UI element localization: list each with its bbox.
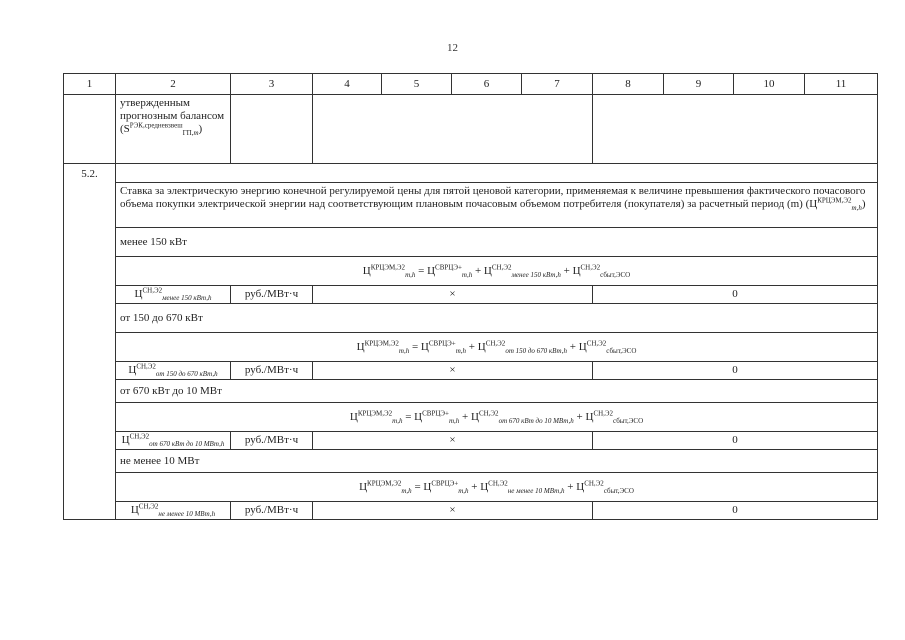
section-title: Ставка за электрическую энергию конечной регулируемой цены для пятой ценовой категории, применяемая к величине превышения фактического почасового объема покупки электрической энергии над соответствующим плановым почасовым объемом потребителя (покупателя) за расчетный период (m) $(Ц^{КРЦЭМ,Э2}_{m,h})$ — [116, 183, 878, 228]
column-number-row — [64, 74, 878, 95]
rate-symbol: $Ц^{СН,Э2}_{от 670 кВт до 10 МВт,h}$ — [116, 432, 231, 450]
balance-text: утвержденным прогнозным балансом — [120, 97, 225, 122]
unit-cell: руб./МВт·ч — [231, 286, 313, 304]
formula-row: $Ц^{КРЦЭМ,Э2}_{m,h} = Ц^{СВРЦЭ+}_{m,h} + Ц^{СН,Э2}_{менее 150 кВт,h} + Ц^{СН,Э2}_{сбыт,ЭСО}$ — [116, 257, 878, 286]
value-row — [64, 286, 878, 304]
col-header-11: 11 — [805, 74, 878, 95]
unit-cell: руб./МВт·ч — [231, 502, 313, 520]
col-header-1: 1 — [64, 74, 116, 95]
formula-row: $Ц^{КРЦЭМ,Э2}_{m,h} = Ц^{СВРЦЭ+}_{m,h} + Ц^{СН,Э2}_{от 670 кВт до 10 МВт,h} + Ц^{СН,Э2}_{сбыт,ЭСО}$ — [116, 403, 878, 432]
tariff-table — [63, 73, 878, 520]
formula-row: $Ц^{КРЦЭМ,Э2}_{m,h} = Ц^{СВРЦЭ+}_{m,h} + Ц^{СН,Э2}_{не менее 10 МВт,h} + Ц^{СН,Э2}_{сбыт,ЭСО}$ — [116, 473, 878, 502]
col-header-7: 7 — [522, 74, 593, 95]
group-label: менее 150 кВт — [116, 228, 878, 257]
rate-symbol: $Ц^{СН,Э2}_{менее 150 кВт,h}$ — [116, 286, 231, 304]
page-number: 12 — [447, 42, 458, 54]
unit-cell: руб./МВт·ч — [231, 432, 313, 450]
col-header-3: 3 — [231, 74, 313, 95]
col-header-10: 10 — [734, 74, 805, 95]
zero-cell: 0 — [593, 432, 878, 450]
col-header-8: 8 — [593, 74, 664, 95]
section-title-row — [64, 183, 878, 228]
cross-cell: × — [313, 362, 593, 380]
col-header-6: 6 — [452, 74, 522, 95]
balance-cell — [116, 95, 231, 164]
col-header-9: 9 — [664, 74, 734, 95]
rate-symbol: $Ц^{СН,Э2}_{не менее 10 МВт,h}$ — [116, 502, 231, 520]
value-row — [64, 362, 878, 380]
rate-symbol: $Ц^{СН,Э2}_{от 150 до 670 кВт,h}$ — [116, 362, 231, 380]
group-label: от 670 кВт до 10 МВт — [116, 380, 878, 403]
cross-cell: × — [313, 502, 593, 520]
value-row — [64, 502, 878, 520]
col-header-2: 2 — [116, 74, 231, 95]
cross-cell: × — [313, 432, 593, 450]
group-label: не менее 10 МВт — [116, 450, 878, 473]
unit-cell: руб./МВт·ч — [231, 362, 313, 380]
value-row — [64, 432, 878, 450]
formula-row: $Ц^{КРЦЭМ,Э2}_{m,h} = Ц^{СВРЦЭ+}_{m,h} + Ц^{СН,Э2}_{от 150 до 670 кВт,h} + Ц^{СН,Э2}_{сбыт,ЭСО}$ — [116, 333, 878, 362]
group-label: от 150 до 670 кВт — [116, 304, 878, 333]
cross-cell: × — [313, 286, 593, 304]
col-header-5: 5 — [382, 74, 452, 95]
section-number: 5.2. — [64, 164, 116, 520]
balance-symbol: $(S^{РЭК,средневзвеш}_{ГП,m})$ — [120, 121, 203, 138]
zero-cell: 0 — [593, 286, 878, 304]
col-header-4: 4 — [313, 74, 382, 95]
balance-row — [64, 95, 878, 164]
zero-cell: 0 — [593, 362, 878, 380]
zero-cell: 0 — [593, 502, 878, 520]
